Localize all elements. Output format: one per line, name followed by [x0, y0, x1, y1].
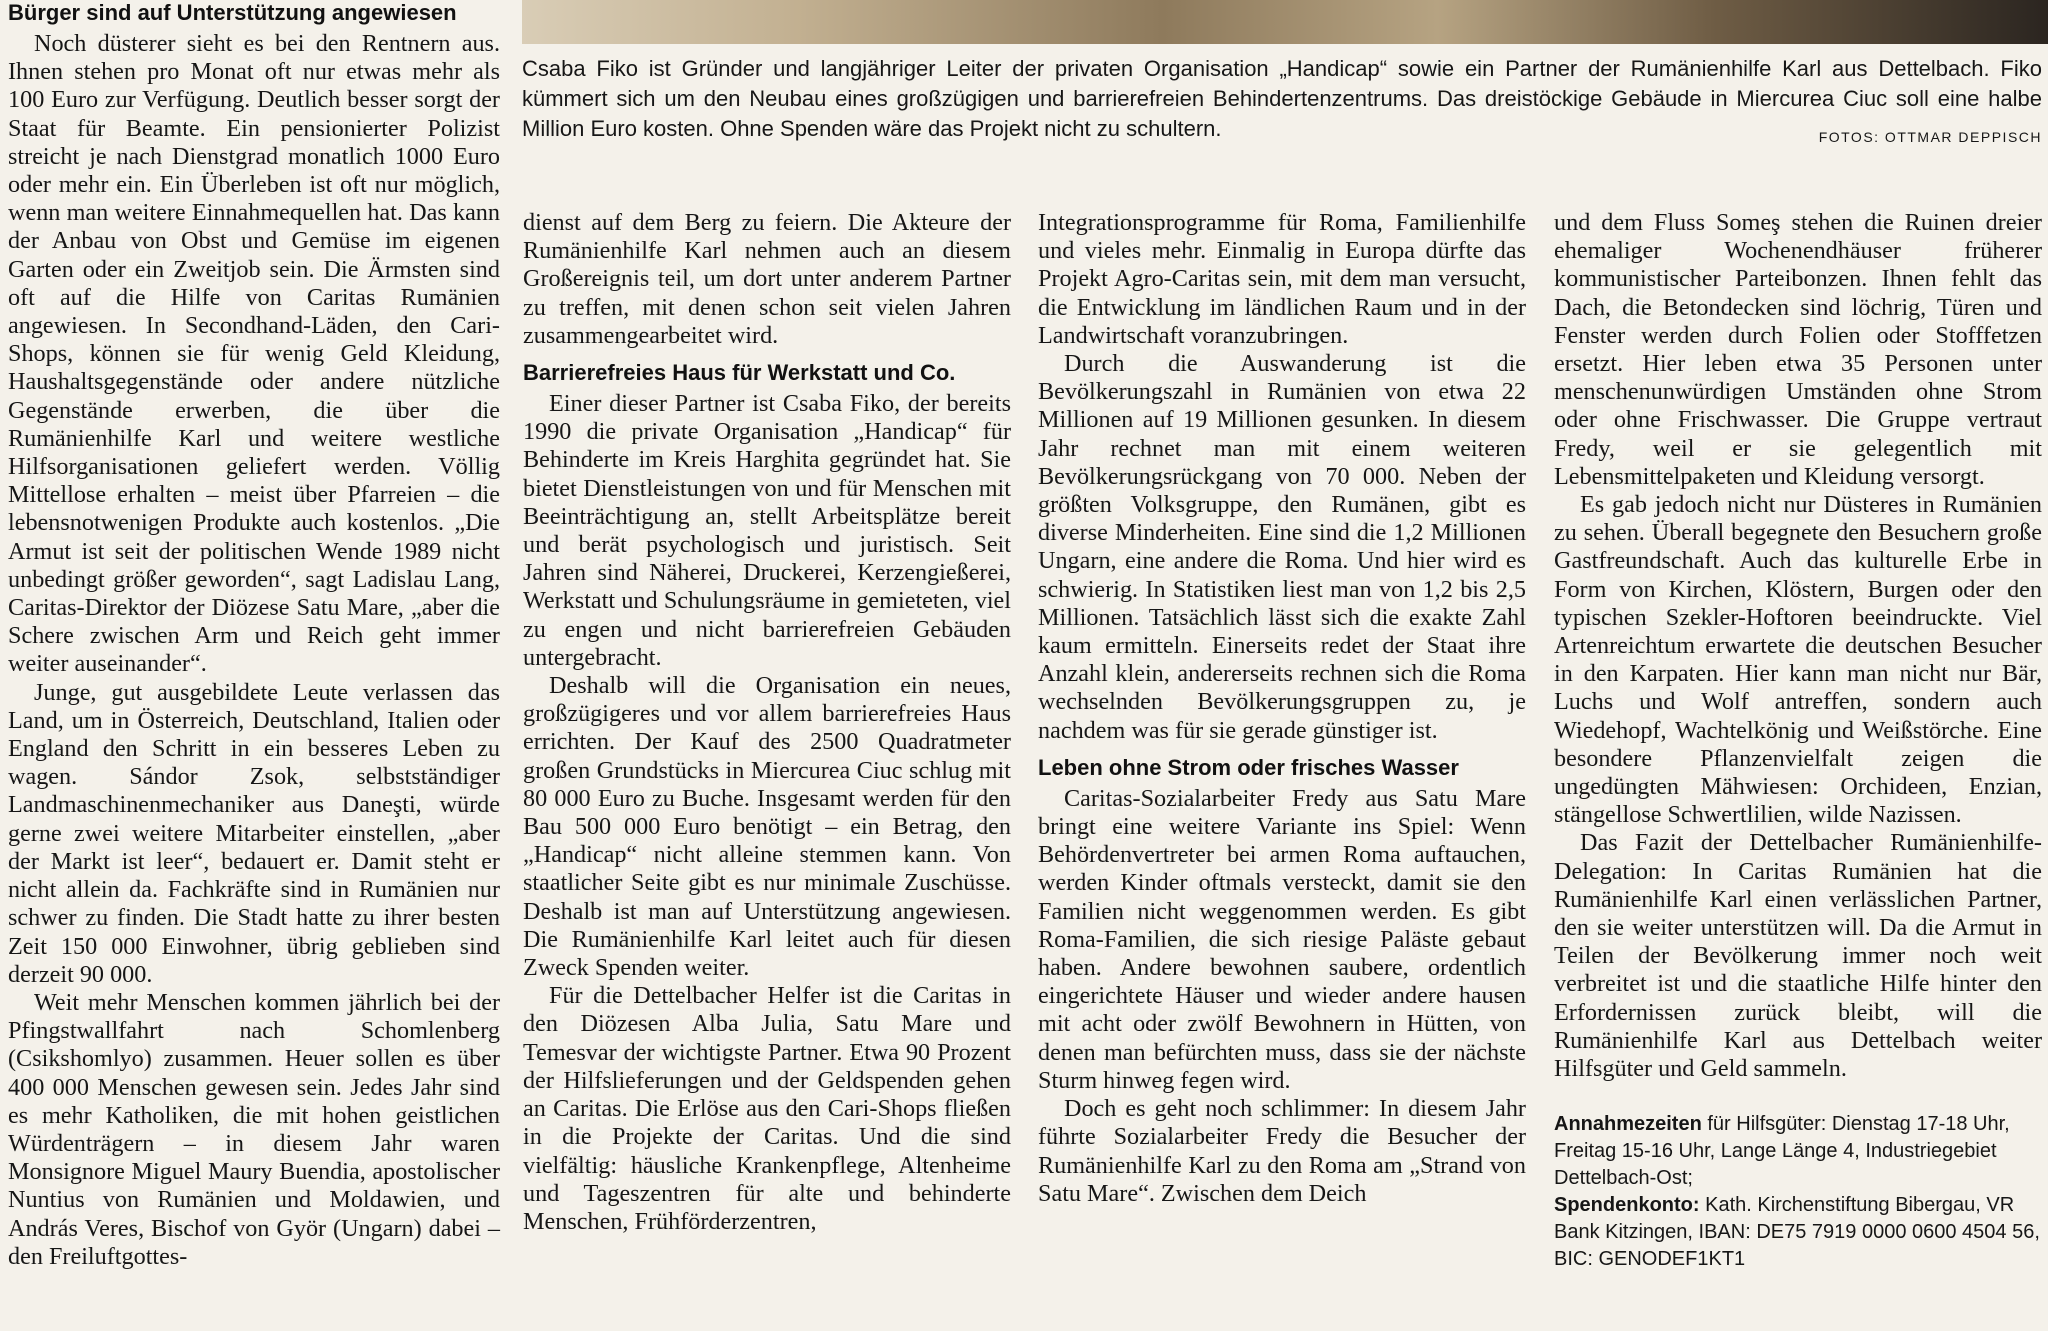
hours-text: für Hilfsgüter: Dienstag 17-18 Uhr, Freitag 15-16 Uhr, Lange Länge 4, Industriegebiet Dettelbach-Ost; — [1554, 1113, 2010, 1190]
paragraph: Für die Dettelbacher Helfer ist die Caritas in den Diözesen Alba Julia, Satu Mare und Temesvar der wichtigste Partner. Etwa 90 Prozent der Hilfslieferungen und der Geldspenden gehen an Caritas. Die Erlöse aus den Cari-Shops fließen in die Projekte der Caritas. Und die sind vielfältig: häusliche Krankenpflege, Altenheime und Tageszentren für alte und behinderte Menschen, Frühförderzentren, — [523, 982, 1011, 1235]
subheading: Leben ohne Strom oder frisches Wasser — [1038, 754, 1459, 780]
paragraph: Caritas-Sozialarbeiter Fredy aus Satu Mare bringt eine weitere Variante ins Spiel: Wenn Behördenvertreter bei armen Roma auftauchen, werden Kinder oftmals versteckt, damit sie den Familien nicht weggenommen werden. Es gibt Roma-Familien, die sich riesige Paläste gebaut haben. Andere bewohnen saubere, ordentlich eingerichtete Häuser und wieder andere hausen mit acht oder zwölf Bewohnern in Hütten, von denen man befürchten muss, dass sie der nächste Sturm hinweg fegen wird. — [1038, 784, 1526, 1094]
article-column-4 — [1554, 209, 2042, 1273]
photo-caption — [522, 54, 2042, 152]
hours-label: Annahmezeiten — [1554, 1113, 1702, 1136]
paragraph-continued: und dem Fluss Someş stehen die Ruinen dreier ehemaliger Wochenendhäuser früherer kommunistischer Parteibonzen. Ihnen fehlt das Dach, die Betondecken sind löchrig, Türen und Fenster werden durch Folien oder Stofffetzen ersetzt. Hier leben etwa 35 Personen unter menschenunwürdigen Umständen ohne Strom oder ohne Frischwasser. Die Gruppe vertraut Fredy, weil er sie gelegentlich mit Lebensmittelpaketen und Kleidung versorgt. — [1554, 209, 2042, 490]
paragraph: Es gab jedoch nicht nur Düsteres in Rumänien zu sehen. Überall begegnete den Besuchern große Gastfreundschaft. Auch das kulturelle Erbe in Form von Kirchen, Klöstern, Burgen oder den typischen Szekler-Hoftoren beeindruckte. Viel Artenreichtum erwartete die deutschen Besucher in den Karpaten. Hier kann man nicht nur Bär, Luchs und Wolf antreffen, sondern auch Wiedehopf, Wachtelkönig und Weißstörche. Eine besondere Pflanzenvielfalt zeigen die ungedüngten Mähwiesen: Orchideen, Enzian, stängellose Schwertlilien, wilde Nazissen. — [1554, 491, 2042, 829]
subheading: Bürger sind auf Unterstützung angewiesen — [8, 0, 457, 25]
paragraph: Junge, gut ausgebildete Leute verlassen das Land, um in Österreich, Deutschland, Italien oder England den Schritt in ein besseres Leben zu wagen. Sándor Zsok, selbstständiger Landmaschinenmechaniker aus Daneşti, würde gerne zwei weitere Mitarbeiter einstellen, „aber der Markt ist leer“, bedauert er. Damit steht er nicht allein da. Fachkräfte sind in Rumänien nur schwer zu finden. Die Stadt hatte zu ihrer besten Zeit 150 000 Einwohner, übrig geblieben sind derzeit 90 000. — [8, 678, 500, 988]
paragraph: Noch düsterer sieht es bei den Rentnern aus. Ihnen stehen pro Monat oft nur etwas mehr als 100 Euro zur Verfügung. Deutlich besser sorgt der Staat für Beamte. Ein pensionierter Polizist streicht je nach Dienstgrad monatlich 1000 Euro oder mehr ein. Ein Überleben ist oft nur möglich, wenn man weitere Einnahmequellen hat. Das kann der Anbau von Obst und Gemüse im eigenen Garten oder ein Zweitjob sein. Die Ärmsten sind oft auf die Hilfe von Caritas Rumänien angewiesen. In Secondhand-Läden, den Cari-Shops, können sie für wenig Geld Kleidung, Haushaltsgegenstände oder andere nützliche Gegenstände erwerben, die über die Rumänienhilfe Karl und weitere westliche Hilfsorganisationen geliefert werden. Völlig Mittellose erhalten – meist über Pfarreien – die lebensnotwenigen Produkte auch kostenlos. „Die Armut ist seit der politischen Wende 1989 nicht unbedingt größer geworden“, sagt Ladislau Lang, Caritas-Direktor der Diözese Satu Mare, „aber die Schere zwischen Arm und Reich geht immer weiter auseinander“. — [8, 30, 500, 678]
info-box — [1554, 1111, 2042, 1273]
article-column-2 — [523, 209, 1011, 1236]
photo-credit: FOTOS: OTTMAR DEPPISCH — [1818, 129, 2042, 145]
paragraph-continued: dienst auf dem Berg zu feiern. Die Akteure der Rumänienhilfe Karl nehmen auch an diesem Großereignis teil, um dort unter anderem Partner zu treffen, mit denen schon seit vielen Jahren zusammengearbeitet wird. — [523, 209, 1011, 349]
paragraph: Weit mehr Menschen kommen jährlich bei der Pfingstwallfahrt nach Schomlenberg (Csikshomlyo) zusammen. Heuer sollen es über 400 000 Menschen gewesen sein. Jedes Jahr sind es mehr Katholiken, die mit hohen geistlichen Würdenträgern – in diesem Jahr waren Monsignore Miguel Maury Buendia, apostolischer Nuntius von Rumänien und Moldawien, und András Veres, Bischof von Györ (Ungarn) dabei – den Freiluftgottes- — [8, 988, 500, 1270]
paragraph-continued: Integrationsprogramme für Roma, Familienhilfe und vieles mehr. Einmalig in Europa dürfte das Projekt Agro-Caritas sein, mit dem man versucht, die Entwicklung im ländlichen Raum und in der Landwirtschaft voranzubringen. — [1038, 209, 1526, 349]
paragraph: Das Fazit der Dettelbacher Rumänienhilfe-Delegation: In Caritas Rumänien hat die Rumänienhilfe Karl einen verlässlichen Partner, den sie weiter unterstützen will. Da die Armut in Teilen der Bevölkerung immer noch weit verbreitet ist und die staatliche Hilfe hinter den Erfordernissen zurück bleibt, will die Rumänienhilfe Karl aus Dettelbach weiter Hilfsgüter und Geld sammeln. — [1554, 829, 2042, 1083]
donation-label: Spendenkonto: — [1554, 1194, 1700, 1217]
article-column-1 — [8, 0, 500, 1271]
photo-caption-text: Csaba Fiko ist Gründer und langjähriger Leiter der privaten Organisation „Handicap“ sowie ein Partner der Rumänienhilfe Karl aus Dettelbach. Fiko kümmert sich um den Neubau eines großzügigen und barrierefreien Behindertenzentrums. Das dreistöckige Gebäude in Miercurea Ciuc soll eine halbe Million Euro kosten. Ohne Spenden wäre das Projekt nicht zu schultern. — [522, 56, 2042, 141]
subheading: Barrierefreies Haus für Werkstatt und Co. — [523, 360, 956, 386]
article-column-3 — [1038, 209, 1526, 1208]
paragraph: Deshalb will die Organisation ein neues, großzügigeres und vor allem barrierefreies Haus errichten. Der Kauf des 2500 Quadratmeter großen Grundstücks in Miercurea Ciuc schlug mit 80 000 Euro zu Buche. Insgesamt werden für den Bau 500 000 Euro benötigt – ein Betrag, den „Handicap“ nicht alleine stemmen kann. Von staatlicher Seite gibt es nur minimale Zuschüsse. Deshalb ist man auf Unterstützung angewiesen. Die Rumänienhilfe Karl leitet auch für diesen Zweck Spenden weiter. — [523, 672, 1011, 982]
paragraph: Durch die Auswanderung ist die Bevölkerungszahl in Rumänien von etwa 22 Millionen auf 19 Millionen gesunken. In diesem Jahr rechnet man mit einem weiteren Bevölkerungsrückgang von 70 000. Neben der größten Volksgruppe, den Rumänen, gibt es diverse Minderheiten. Eine sind die 1,2 Millionen Ungarn, eine andere die Roma. Und hier wird es schwierig. In Statistiken liest man von 1,2 bis 2,5 Millionen. Tatsächlich lässt sich die exakte Zahl kaum ermitteln. Einerseits redet der Staat ihre Anzahl klein, andererseits rechnen sich die Roma wechselnden Bevölkerungsgruppen zu, je nachdem was für sie gerade günstiger ist. — [1038, 350, 1526, 744]
donation-text: Kath. Kirchenstiftung Bibergau, VR Bank Kitzingen, IBAN: DE75 7919 0000 0600 4504 56, BIC: GENODEF1KT1 — [1554, 1194, 2040, 1271]
article-photo — [522, 0, 2048, 44]
paragraph: Einer dieser Partner ist Csaba Fiko, der bereits 1990 die private Organisation „Handicap“ für Behinderte im Kreis Harghita gegründet hat. Sie bietet Dienstleistungen von und für Menschen mit Beeinträchtigung an, stellt Arbeitsplätze bereit und berät psychologisch und juristisch. Seit Jahren sind Näherei, Druckerei, Kerzengießerei, Werkstatt und Schulungsräume in gemieteten, viel zu engen und nicht barrierefreien Gebäuden untergebracht. — [523, 390, 1011, 671]
paragraph: Doch es geht noch schlimmer: In diesem Jahr führte Sozialarbeiter Fredy die Besucher der Rumänienhilfe Karl zu den Roma am „Strand von Satu Mare“. Zwischen dem Deich — [1038, 1095, 1526, 1207]
